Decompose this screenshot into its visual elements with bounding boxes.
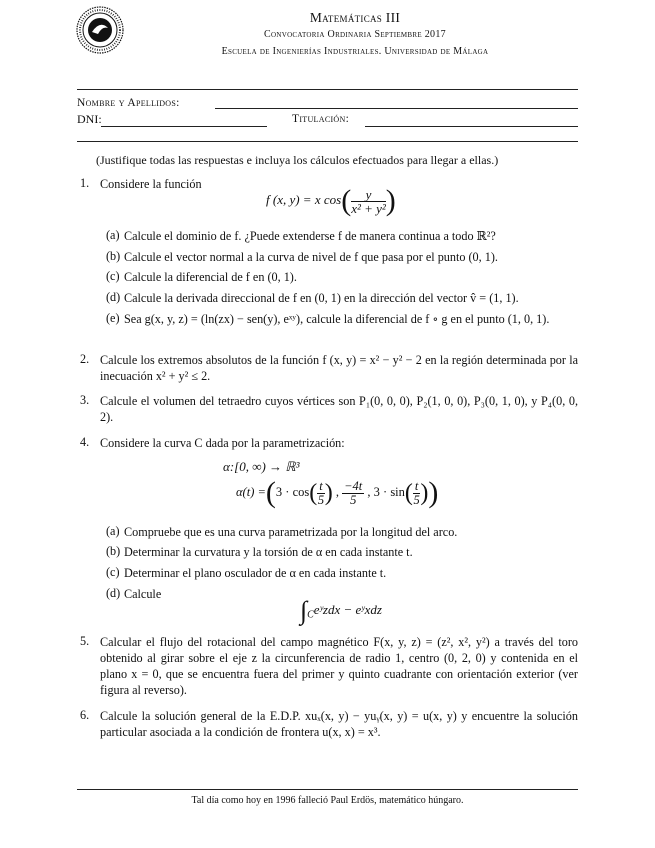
q4c-text: Determinar el plano osculador de α en cada instante t.: [124, 566, 387, 580]
q4c-label: (c): [106, 565, 120, 579]
q4-text: Considere la curva C dada por la parametrización:: [100, 436, 345, 450]
q1c-text: Calcule la diferencial de f en (0, 1).: [124, 270, 297, 284]
degree-field[interactable]: [365, 126, 578, 127]
q6-number: 6.: [80, 708, 90, 722]
q4d-label: (d): [106, 586, 121, 600]
q3-number: 3.: [80, 393, 90, 407]
q4-frac2-num: −4t: [344, 478, 363, 493]
q4-integral: [300, 596, 382, 626]
top-rule: [77, 89, 578, 90]
q3-text: Calcule el volumen del tetraedro cuyos vértices son P₁(0, 0, 0), P₂(1, 0, 0), P₃(0, 1, 0), y P₄(0, 0, 2).: [100, 394, 578, 424]
q2-number: 2.: [80, 352, 90, 366]
q6-text: Calcule la solución general de la E.D.P. xuₓ(x, y) − yuᵧ(x, y) = u(x, y) y encuentre la solución particular asociada a la condición de frontera u(x, x) = x³.: [100, 709, 578, 739]
q4d-text: Calcule: [124, 587, 162, 601]
q4a-text: Compruebe que es una curva parametrizada por la longitud del arco.: [124, 525, 458, 539]
q1c-label: (c): [106, 269, 120, 283]
footer-note: Tal día como hoy en 1996 falleció Paul Erdös, matemático húngaro.: [191, 795, 464, 806]
q4-frac3-num: t: [414, 478, 419, 493]
q1a-text: Calcule el dominio de f. ¿Puede extenderse f de manera continua a todo ℝ²?: [124, 229, 496, 243]
q1d-label: (d): [106, 290, 121, 304]
footer-rule: [77, 789, 578, 790]
integrand: eʸzdx − eʸxdz: [313, 601, 382, 617]
q1-formula-lhs: f (x, y) = x cos: [266, 191, 342, 207]
form-rule: [77, 141, 578, 142]
q4-map: α:[0, ∞) → ℝ³: [223, 459, 300, 474]
dni-label: DNI:: [77, 112, 102, 126]
q4b-label: (b): [106, 544, 121, 558]
name-label: Nombre y Apellidos:: [77, 97, 180, 109]
q1d-text: Calcule la derivada direccional de f en (0, 1) en la dirección del vector v̂ = (1, 1).: [124, 291, 519, 305]
q4-param-c3: 3 · sin: [373, 484, 405, 499]
q4-param-lhs: α(t) =: [236, 484, 266, 499]
school-name: Escuela de Ingenierías Industriales. Universidad de Málaga: [221, 46, 489, 57]
exam-name: Convocatoria Ordinaria Septiembre 2017: [264, 29, 446, 40]
q1e-text: Sea g(x, y, z) = (ln(zx) − sen(y), eˣʸ), calcule la diferencial de f ∘ g en el punto (1, 0, 1).: [124, 312, 550, 326]
q4-param-c1: 3 · cos: [275, 484, 310, 499]
integral-sign: ∫: [300, 596, 308, 625]
q1-text: Considere la función: [100, 177, 202, 191]
q4-param: α(t) =(3 · cos( $\frac{t}{5}$ ) , $\frac{-4t}{5}$ , 3 · sin( $\frac{t}{5}$ )): [236, 476, 439, 509]
q1a-label: (a): [106, 228, 120, 242]
q4-frac2-den: 5: [350, 492, 357, 507]
q1b-text: Calcule el vector normal a la curva de nivel de f que pasa por el punto (0, 1).: [124, 250, 498, 264]
q1e-label: (e): [106, 311, 120, 325]
q4-frac3-den: 5: [413, 492, 420, 507]
q2-text: Calcule los extremos absolutos de la función f (x, y) = x² − y² − 2 en la región determinada por la inecuación x² + y² ≤ 2.: [100, 353, 578, 383]
instructions: (Justifique todas las respuestas e incluya los cálculos efectuados para llegar a ellas.): [96, 153, 499, 167]
q1b-label: (b): [106, 249, 121, 263]
course-title: Matemáticas III: [309, 10, 401, 25]
q1-formula-den: x² + y²: [351, 200, 386, 216]
q4b-text: Determinar la curvatura y la torsión de α en cada instante t.: [124, 545, 413, 559]
q4-frac1-den: 5: [317, 492, 325, 507]
name-field[interactable]: [215, 108, 578, 109]
q5-text: Calcular el flujo del rotacional del campo magnético F(x, y, z) = (z², x², y²) a través del toro obtenido al girar sobre el eje z la circunferencia de radio 1, centro (0, 2, 0) y contenida en el plano x = 0, que se encuentra fuera del primer y quinto cuadrante con orientación exterior (ver figura al reverso).: [100, 635, 578, 697]
q1-formula: f (x, y) = x cos( $\frac{y}{\text{x² + y²}}$ ): [266, 184, 396, 217]
university-seal-icon: [76, 6, 124, 54]
q4-number: 4.: [80, 435, 90, 449]
q4a-label: (a): [106, 524, 120, 538]
dni-field[interactable]: [101, 126, 267, 127]
degree-label: Titulación:: [292, 113, 350, 125]
q1-number: 1.: [80, 176, 90, 190]
q4-frac1-num: t: [319, 478, 323, 493]
integral-sub: C: [307, 609, 314, 621]
q1-formula-num: y: [351, 188, 386, 202]
q5-number: 5.: [80, 634, 90, 648]
